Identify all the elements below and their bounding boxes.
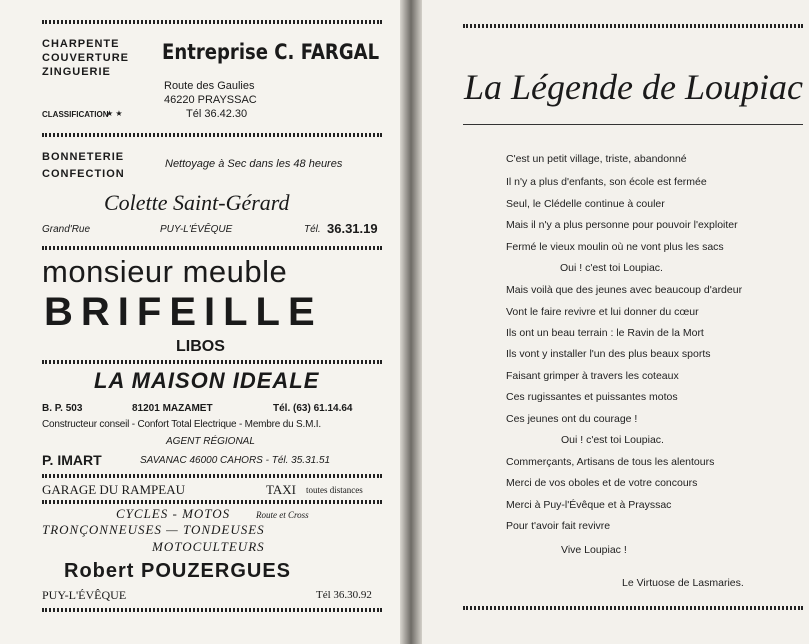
taxi-distances: toutes distances [306,485,363,495]
cycles-motos: CYCLES - MOTOS [116,506,231,521]
colette-name: Colette Saint-Gérard [104,190,290,215]
fargal-address-1: Route des Gaulies [164,80,255,92]
dotted-rule [42,474,382,478]
libos: LIBOS [176,338,225,355]
monsieur-meuble: monsieur meuble [42,254,288,289]
poem-line: Merci à Puy-l'Évêque et à Prayssac [506,499,672,511]
poem-refrain: Oui ! c'est toi Loupiac. [560,262,663,274]
legende-title: La Légende de Loupiac [464,67,803,107]
dotted-rule [463,606,803,610]
poem-refrain: Oui ! c'est toi Loupiac. [561,434,664,446]
classification-label: CLASSIFICATION [42,110,109,119]
fargal-address-2: 46220 PRAYSSAC [164,94,257,106]
grand-rue: Grand'Rue [42,224,91,235]
poem-line: Mais il n'y a plus personne pour pouvoir l'exploiter [506,219,738,231]
agent-regional: AGENT RÉGIONAL [166,436,255,447]
dotted-rule [42,246,382,250]
garage-name: GARAGE DU RAMPEAU [42,482,186,497]
maison-desc: Constructeur conseil - Confort Total Electrique - Membre du S.M.I. [42,419,321,430]
puy-leveque: PUY-L'ÉVÊQUE [160,224,233,235]
nettoyage-text: Nettoyage à Sec dans les 48 heures [165,158,343,170]
dotted-rule [42,360,382,364]
poem-line: Fermé le vieux moulin où ne vont plus les sacs [506,241,724,253]
pouzergues-name: Robert POUZERGUES [64,560,292,582]
maison-ideale: LA MAISON IDEALE [94,368,320,393]
poem-line: Ces jeunes ont du courage ! [506,413,638,425]
tel-label: Tél. [304,224,321,235]
tronconneuses: TRONÇONNEUSES — TONDEUSES [42,522,265,537]
classification-stars: ★ ★ [106,109,123,118]
poem-closing: Vive Loupiac ! [561,544,627,556]
poem-line: C'est un petit village, triste, abandonné [506,153,687,165]
brifeille: BRIFEILLE [44,290,323,334]
poem-signature: Le Virtuose de Lasmaries. [622,577,744,589]
route-cross: Route et Cross [256,510,309,520]
poem-line: Vont le faire revivre et lui donner du cœur [506,306,699,318]
fargal-name: Entreprise C. FARGAL [162,40,380,64]
poem-line: Mais voilà que des jeunes avec beaucoup d'ardeur [506,284,743,296]
trade-couverture: COUVERTURE [42,52,130,64]
pouzergues-tel: Tél 36.30.92 [316,589,372,601]
poem-line: Il n'y a plus d'enfants, son école est fermée [506,176,707,188]
trade-charpente: CHARPENTE [42,38,120,50]
poem-line: Ils ont un beau terrain : le Ravin de la Mort [506,327,704,339]
dotted-rule [42,500,382,504]
dotted-rule [463,24,803,28]
confection-label: CONFECTION [42,168,125,180]
poem-line: Merci de vos oboles et de votre concours [506,477,698,489]
poem-line: Pour t'avoir fait revivre [506,520,611,532]
poem-line: Commerçants, Artisans de tous les alentours [506,456,715,468]
poem-line: Faisant grimper à travers les coteaux [506,370,679,382]
left-page [0,0,400,644]
agent-address: SAVANAC 46000 CAHORS - Tél. 35.31.51 [140,455,331,466]
dotted-rule [42,133,382,137]
fargal-phone: Tél 36.42.30 [186,108,248,120]
book-gutter [400,0,422,644]
bonneterie-label: BONNETERIE [42,151,125,163]
taxi-label: TAXI [266,482,297,497]
dotted-rule [42,20,382,24]
maison-tel: Tél. (63) 61.14.64 [273,403,353,414]
maison-city: 81201 MAZAMET [132,403,213,414]
poem-line: Seul, le Clédelle continue à couler [506,198,665,210]
colette-tel: 36.31.19 [327,221,378,236]
pouzergues-town: PUY-L'ÉVÊQUE [42,588,127,602]
motoculteurs: MOTOCULTEURS [152,539,265,554]
title-underline [463,124,803,125]
trade-zinguerie: ZINGUERIE [42,66,111,78]
poem-line: Ces rugissantes et puissantes motos [506,391,678,403]
dotted-rule [42,608,382,612]
right-page [422,0,809,644]
poem-line: Ils vont y installer l'un des plus beaux sports [506,348,711,360]
maison-bp: B. P. 503 [42,403,83,414]
agent-name: P. IMART [42,452,102,468]
